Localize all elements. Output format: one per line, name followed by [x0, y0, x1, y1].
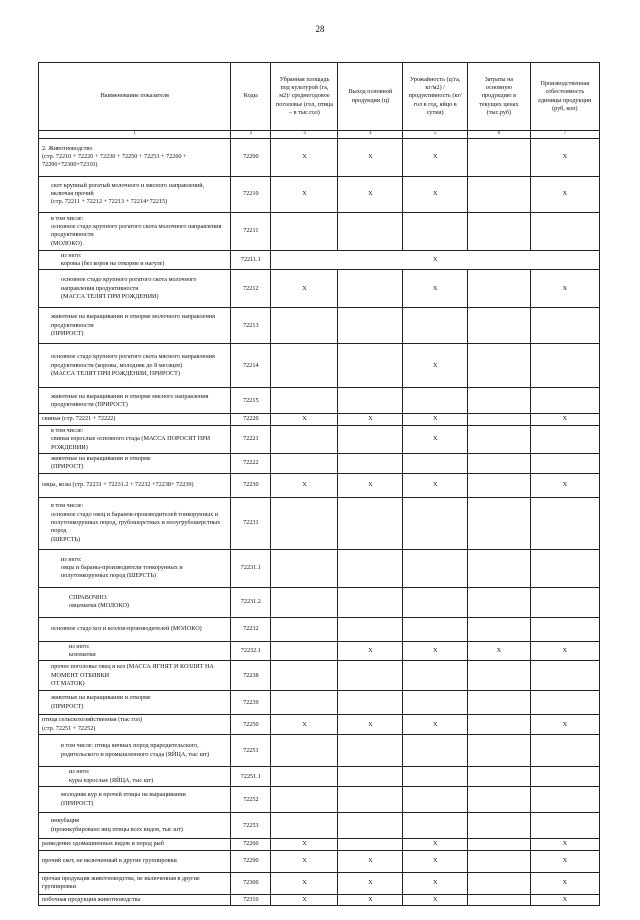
value-cell: X — [271, 850, 338, 872]
value-cell: X — [530, 715, 599, 735]
value-cell — [530, 661, 599, 691]
value-cell — [468, 270, 531, 308]
table-row — [39, 250, 600, 270]
indicator-name: животные на выращивании и откорме молочного направления продуктивности (ПРИРОСТ) — [39, 308, 231, 344]
value-cell: X — [530, 872, 599, 894]
value-cell — [468, 138, 531, 176]
value-cell — [403, 691, 468, 715]
header-name: Наименование показателя — [39, 63, 231, 131]
value-cell — [468, 344, 531, 388]
value-cell — [530, 425, 599, 453]
value-cell: X — [403, 270, 468, 308]
table-row — [39, 587, 600, 617]
table-row — [39, 715, 600, 735]
value-cell: X — [338, 414, 403, 425]
indicator-name: из него: куры взрослые (ЯЙЦА, тыс шт) — [39, 767, 231, 787]
indicator-name: побочная продукция животноводства — [39, 894, 231, 905]
value-cell — [530, 787, 599, 813]
value-cell — [530, 308, 599, 344]
value-cell — [271, 425, 338, 453]
indicator-name: СПРАВОЧНО: овцематки (МОЛОКО) — [39, 587, 231, 617]
value-cell — [468, 617, 531, 641]
value-cell — [468, 661, 531, 691]
col-number: 1 — [39, 131, 231, 139]
indicator-name: животные на выращивании и откорме (ПРИРОСТ) — [39, 453, 231, 473]
value-cell: X — [403, 414, 468, 425]
value-cell — [468, 212, 531, 250]
value-cell — [338, 691, 403, 715]
value-cell — [338, 839, 403, 850]
indicator-name: 2. Животноводство (стр. 72210 + 72220 + 72230 + 72250 + 72253 + 72260 + 72290+72300+72310) — [39, 138, 231, 176]
value-cell: X — [530, 473, 599, 497]
value-cell: X — [468, 641, 531, 661]
value-cell — [530, 497, 599, 549]
value-cell — [338, 344, 403, 388]
indicator-name: основное стадо крупного рогатого скота молочного направления продуктивности (МАССА ТЕЛЯТ ПРИ РОЖДЕНИИ) — [39, 270, 231, 308]
value-cell — [403, 617, 468, 641]
row-code: 72231 — [231, 497, 271, 549]
page-number: 28 — [315, 24, 325, 34]
indicator-name: молодняк кур и прочей птицы на выращивании (ПРИРОСТ) — [39, 787, 231, 813]
row-code: 72212 — [231, 270, 271, 308]
table-row — [39, 894, 600, 905]
value-cell — [338, 425, 403, 453]
value-cell — [403, 308, 468, 344]
value-cell — [271, 212, 338, 250]
row-code: 72253 — [231, 813, 271, 839]
value-cell — [468, 787, 531, 813]
value-cell — [530, 549, 599, 587]
value-cell — [271, 661, 338, 691]
row-code: 72211.1 — [231, 250, 271, 270]
indicator-name: в том числе: основное стадо овец и баранов-производителей тонкорунных и полутонкорунных пород, грубошерстных и полугрубошерстных пород (ШЕРСТЬ) — [39, 497, 231, 549]
value-cell: X — [271, 414, 338, 425]
row-code: 72214 — [231, 344, 271, 388]
row-code: 72260 — [231, 839, 271, 850]
value-cell — [468, 453, 531, 473]
value-cell: X — [403, 715, 468, 735]
value-cell: X — [530, 270, 599, 308]
row-code: 72300 — [231, 872, 271, 894]
col-number: 4 — [338, 131, 403, 139]
row-code: 72220 — [231, 414, 271, 425]
value-cell — [468, 735, 531, 767]
table-row — [39, 767, 600, 787]
value-cell — [403, 549, 468, 587]
col-number: 2 — [231, 131, 271, 139]
value-cell: X — [530, 850, 599, 872]
indicator-name: разведение одомашненных видов и пород рыб — [39, 839, 231, 850]
value-cell: X — [403, 850, 468, 872]
value-cell — [338, 497, 403, 549]
value-cell — [468, 414, 531, 425]
row-code: 72211 — [231, 212, 271, 250]
value-cell — [468, 587, 531, 617]
indicator-name: свиньи (стр. 72221 + 72222) — [39, 414, 231, 425]
column-numbers-row — [39, 131, 600, 139]
value-cell — [468, 813, 531, 839]
value-cell — [271, 813, 338, 839]
value-cell — [271, 308, 338, 344]
value-cell: X — [338, 138, 403, 176]
header-costs: Затраты на основную продукцию в текущих ценах (тыс.руб) — [468, 63, 531, 131]
value-cell — [338, 212, 403, 250]
value-cell — [403, 453, 468, 473]
livestock-table — [38, 62, 600, 906]
row-code: 72231.2 — [231, 587, 271, 617]
table-row — [39, 308, 600, 344]
value-cell — [468, 872, 531, 894]
value-cell: X — [271, 270, 338, 308]
value-cell — [338, 453, 403, 473]
value-cell — [530, 587, 599, 617]
value-cell: X — [530, 894, 599, 905]
value-cell — [271, 453, 338, 473]
value-cell — [468, 850, 531, 872]
value-cell — [468, 549, 531, 587]
value-cell: X — [338, 473, 403, 497]
table-row — [39, 497, 600, 549]
value-cell — [468, 839, 531, 850]
table-row — [39, 549, 600, 587]
value-cell — [468, 894, 531, 905]
row-code: 72252 — [231, 787, 271, 813]
value-cell: X — [403, 894, 468, 905]
table-row — [39, 839, 600, 850]
indicator-name: птица сельскохозяйственная (тыс гол) (стр. 72251 + 72252) — [39, 715, 231, 735]
value-cell: X — [271, 138, 338, 176]
value-cell — [468, 715, 531, 735]
value-cell — [271, 549, 338, 587]
value-cell — [468, 497, 531, 549]
table-row — [39, 414, 600, 425]
table-row — [39, 813, 600, 839]
value-cell — [338, 388, 403, 414]
value-cell — [530, 691, 599, 715]
row-code: 72232 — [231, 617, 271, 641]
value-cell: X — [338, 715, 403, 735]
value-cell: X — [338, 850, 403, 872]
row-code: 72238 — [231, 661, 271, 691]
indicator-name: скот крупный рогатый молочного и мясного направлений, включая прочий (стр. 72211 + 72212 + 72213 + 72214+72215) — [39, 176, 231, 212]
indicator-name: из него: овцы и бараны-производители тонкорунных и полутонкорунных пород (ШЕРСТЬ) — [39, 549, 231, 587]
value-cell — [468, 473, 531, 497]
value-cell: X — [530, 414, 599, 425]
header-output: Выход основной продукции (ц) — [338, 63, 403, 131]
value-cell — [403, 735, 468, 767]
table-row — [39, 176, 600, 212]
value-cell: X — [338, 872, 403, 894]
table-row — [39, 138, 600, 176]
row-code: 72232.1 — [231, 641, 271, 661]
col-number: 6 — [468, 131, 531, 139]
value-cell: X — [271, 872, 338, 894]
value-cell — [338, 617, 403, 641]
value-cell — [271, 767, 338, 787]
header-yield: Урожайность (ц/га, кг/м2) / продуктивность (кг/гол в год, яйцо в сутки) — [403, 63, 468, 131]
value-cell: X — [271, 839, 338, 850]
table-row — [39, 453, 600, 473]
value-cell — [271, 587, 338, 617]
table-row — [39, 691, 600, 715]
value-cell: X — [271, 715, 338, 735]
header-area: Убранная площадь под культурой (га, м2)/ среднегодовое поголовье (гол, птица – в тыс.гол) — [271, 63, 338, 131]
value-cell — [271, 388, 338, 414]
value-cell — [468, 388, 531, 414]
row-code: 72200 — [231, 138, 271, 176]
table-row — [39, 344, 600, 388]
table-row — [39, 735, 600, 767]
value-cell — [403, 388, 468, 414]
value-cell — [338, 587, 403, 617]
value-cell: X — [403, 425, 468, 453]
value-cell — [338, 767, 403, 787]
indicator-name: прочая продукция животноводства, не включенная в другие группировки — [39, 872, 231, 894]
row-code: 72215 — [231, 388, 271, 414]
value-cell — [271, 344, 338, 388]
value-cell — [403, 497, 468, 549]
indicator-name: основное стадо крупного рогатого скота мясного направления продуктивности (коровы, молодняк до 8 месяцев) (МАССА ТЕЛЯТ ПРИ РОЖДЕНИИ, ПРИРОСТ) — [39, 344, 231, 388]
value-cell: X — [530, 839, 599, 850]
value-cell — [530, 212, 599, 250]
value-cell: X — [403, 641, 468, 661]
row-code: 72239 — [231, 691, 271, 715]
col-number: 5 — [403, 131, 468, 139]
indicator-name: прочее поголовье овец и коз (МАССА ЯГНЯТ И КОЗЛЯТ НА МОМЕНТ ОТБИВКИ ОТ МАТОК) — [39, 661, 231, 691]
row-code: 72290 — [231, 850, 271, 872]
value-cell — [338, 308, 403, 344]
value-cell — [271, 691, 338, 715]
indicator-name: прочий скот, не включенный в другие группировки — [39, 850, 231, 872]
table-row — [39, 661, 600, 691]
value-cell: X — [403, 344, 468, 388]
value-cell — [338, 787, 403, 813]
value-cell: X — [403, 176, 468, 212]
row-code: 72251 — [231, 735, 271, 767]
header-unit-cost: Производственная себестоимость единицы продукции (руб, коп) — [530, 63, 599, 131]
value-cell — [271, 497, 338, 549]
value-cell — [530, 617, 599, 641]
value-cell — [468, 767, 531, 787]
row-code: 72213 — [231, 308, 271, 344]
table-row — [39, 641, 600, 661]
value-cell: X — [271, 894, 338, 905]
row-code: 72210 — [231, 176, 271, 212]
value-cell — [468, 176, 531, 212]
value-cell — [403, 787, 468, 813]
indicator-name: животные на выращивании и откорме (ПРИРОСТ) — [39, 691, 231, 715]
indicator-name: в том числе: птица яичных пород прародительского, родительского и промышленного стада (ЯЙЦА, тыс шт) — [39, 735, 231, 767]
row-code: 72310 — [231, 894, 271, 905]
value-cell — [468, 308, 531, 344]
value-cell — [403, 587, 468, 617]
table-row — [39, 473, 600, 497]
indicator-name: основное стадо коз и козлов-производителей (МОЛОКО) — [39, 617, 231, 641]
indicator-name: в том числе: основное стадо крупного рогатого скота молочного направления продуктивности (МОЛОКО) — [39, 212, 231, 250]
value-cell — [403, 661, 468, 691]
value-cell — [338, 661, 403, 691]
value-cell — [338, 549, 403, 587]
table-row — [39, 388, 600, 414]
value-cell — [530, 735, 599, 767]
value-cell — [530, 344, 599, 388]
row-code: 72231.1 — [231, 549, 271, 587]
value-cell — [530, 388, 599, 414]
table-row — [39, 425, 600, 453]
table-row — [39, 270, 600, 308]
value-cell: X — [338, 176, 403, 212]
value-cell: X — [530, 138, 599, 176]
indicator-name: овцы, козы (стр. 72231 + 72231.2 + 72232 +72238+ 72239) — [39, 473, 231, 497]
indicator-name: из него: козоматки — [39, 641, 231, 661]
value-cell: X — [403, 839, 468, 850]
value-cell: X — [338, 894, 403, 905]
value-cell: X — [338, 641, 403, 661]
value-cell — [403, 212, 468, 250]
indicator-name: животные на выращивании и откорме мясного направления продуктивности (ПРИРОСТ) — [39, 388, 231, 414]
value-cell — [530, 813, 599, 839]
value-cell: X — [271, 473, 338, 497]
value-cell — [403, 813, 468, 839]
value-cell: X — [403, 138, 468, 176]
value-cell — [271, 787, 338, 813]
value-cell: X — [271, 176, 338, 212]
merged-value-cell: X — [271, 250, 600, 270]
indicator-name: из него: коровы (без коров на откорме и нагуле) — [39, 250, 231, 270]
value-cell: X — [403, 473, 468, 497]
row-code: 72222 — [231, 453, 271, 473]
table-row — [39, 872, 600, 894]
value-cell — [468, 691, 531, 715]
row-code: 72230 — [231, 473, 271, 497]
value-cell — [338, 735, 403, 767]
row-code: 72251.1 — [231, 767, 271, 787]
value-cell — [338, 813, 403, 839]
row-code: 72221 — [231, 425, 271, 453]
value-cell — [530, 453, 599, 473]
indicator-name: в том числе: свиньи взрослые основного стада (МАССА ПОРОСЯТ ПРИ РОЖДЕНИИ) — [39, 425, 231, 453]
table-row — [39, 850, 600, 872]
table-row — [39, 212, 600, 250]
value-cell: X — [530, 176, 599, 212]
header-code: Коды — [231, 63, 271, 131]
row-code: 72250 — [231, 715, 271, 735]
value-cell — [271, 617, 338, 641]
value-cell: X — [530, 641, 599, 661]
value-cell — [338, 270, 403, 308]
table-row — [39, 787, 600, 813]
value-cell: X — [403, 872, 468, 894]
value-cell — [271, 641, 338, 661]
value-cell — [403, 767, 468, 787]
value-cell — [468, 425, 531, 453]
table-row — [39, 617, 600, 641]
col-number: 3 — [271, 131, 338, 139]
value-cell — [271, 735, 338, 767]
indicator-name: инкубация (проинкубировано яиц птицы всех видов, тыс шт) — [39, 813, 231, 839]
col-number: 7 — [530, 131, 599, 139]
value-cell — [530, 767, 599, 787]
